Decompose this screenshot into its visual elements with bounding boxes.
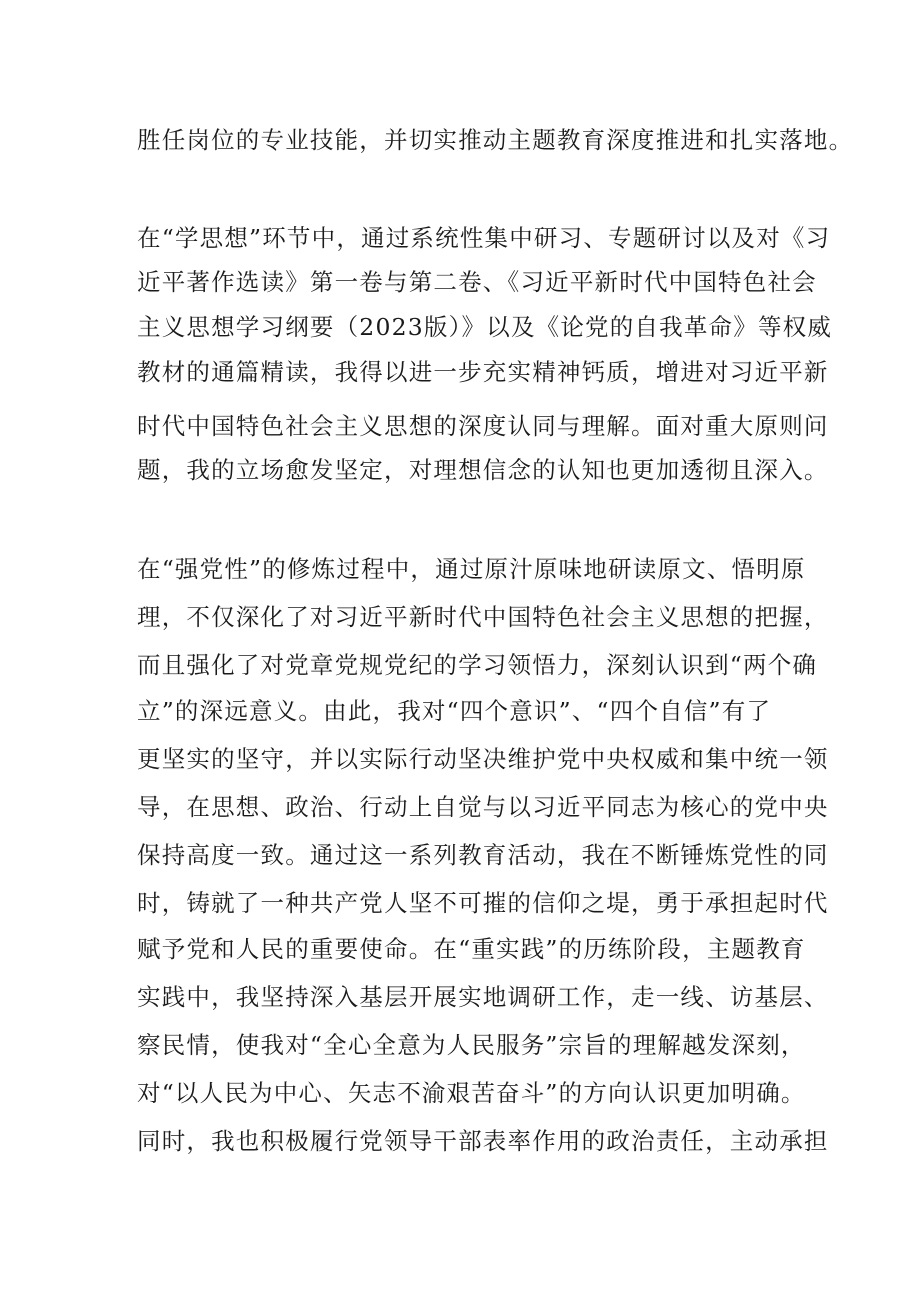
paragraph-3-line-8: 时，铸就了一种共产党人坚不可摧的信仰之堤，勇于承担起时代 [137,889,829,917]
paragraph-3-line-9: 赋予党和人民的重要使命。在“重实践”的历练阶段，主题教育 [137,935,806,963]
paragraph-3-line-10: 实践中，我坚持深入基层开展实地调研工作，走一线、访基层、 [137,983,829,1011]
paragraph-3-line-4: 立”的深远意义。由此，我对“四个意识”、“四个自信”有了 [137,697,772,725]
paragraph-3-line-7: 保持高度一致。通过这一系列教育活动，我在不断锤炼党性的同 [137,841,829,869]
paragraph-3-line-5: 更坚实的坚守，并以实际行动坚决维护党中央权威和集中统一领 [137,745,829,773]
paragraph-2-line-4: 教材的通篇精读，我得以进一步充实精神钙质，增进对习近平新 [137,358,829,386]
paragraph-3-line-2: 理，不仅深化了对习近平新时代中国特色社会主义思想的把握， [137,603,829,631]
paragraph-2-line-6: 题，我的立场愈发坚定，对理想信念的认知也更加透彻且深入。 [137,456,829,484]
paragraph-2-line-3: 主义思想学习纲要（2023版）》以及《论党的自我革命》等权威 [137,313,833,341]
paragraph-3-line-1: 在“强党性”的修炼过程中，通过原汁原味地研读原文、悟明原 [137,555,806,583]
paragraph-1-line-1: 胜任岗位的专业技能，并切实推动主题教育深度推进和扎实落地。 [137,126,854,154]
paragraph-3-line-13: 同时，我也积极履行党领导干部表率作用的政治责任，主动承担 [137,1127,829,1155]
paragraph-3-line-6: 导，在思想、政治、行动上自觉与以习近平同志为核心的党中央 [137,793,829,821]
paragraph-3-line-12: 对“以人民为中心、矢志不渝艰苦奋斗”的方向认识更加明确。 [137,1079,806,1107]
paragraph-3-line-3: 而且强化了对党章党规党纪的学习领悟力，深刻认识到“两个确 [137,651,818,679]
paragraph-2-line-1: 在“学思想”环节中，通过系统性集中研习、专题研讨以及对《习 [137,224,831,252]
paragraph-3-line-11: 察民情，使我对“全心全意为人民服务”宗旨的理解越发深刻， [137,1031,806,1059]
paragraph-2-line-2: 近平著作选读》第一卷与第二卷、《习近平新时代中国特色社会 [137,268,817,296]
paragraph-2-line-5: 时代中国特色社会主义思想的深度认同与理解。面对重大原则问 [137,412,829,440]
